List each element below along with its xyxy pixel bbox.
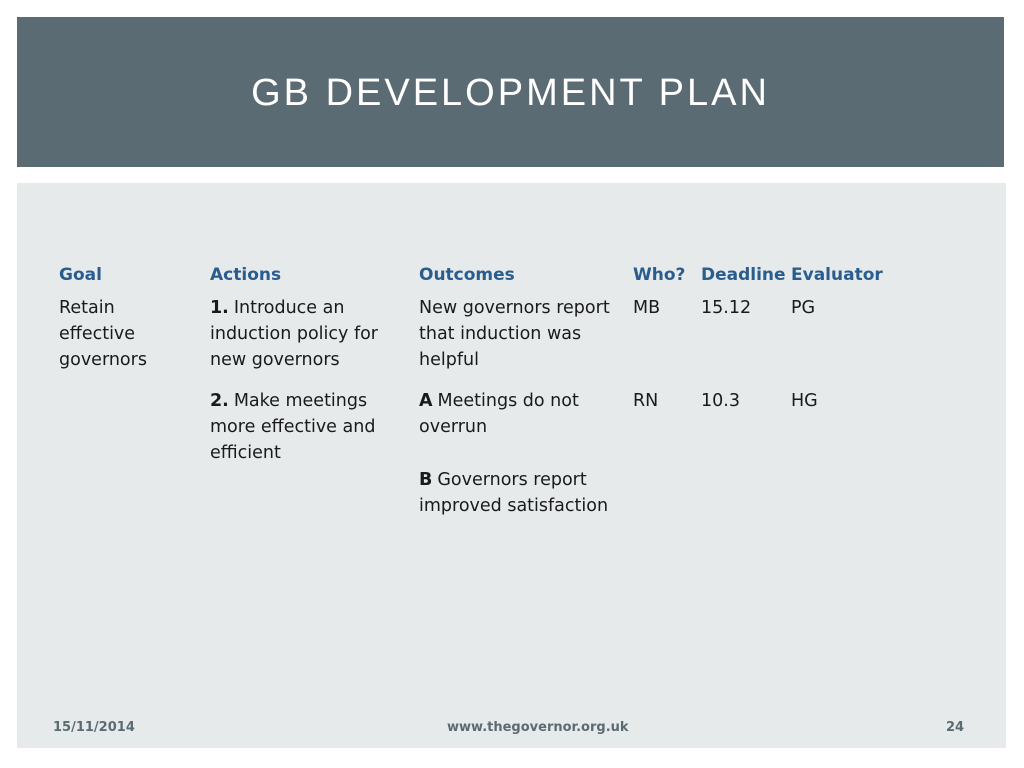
goal-line: Retain xyxy=(59,298,115,318)
row2-outcome-a-text: Meetings do not xyxy=(437,391,579,411)
row2-action-text: efficient xyxy=(210,443,281,463)
header-goal: Goal xyxy=(59,265,102,285)
row1-outcome xyxy=(419,295,610,373)
footer-date: 15/11/2014 xyxy=(53,720,135,735)
row1-outcome-text: New governors report xyxy=(419,298,610,318)
goal-cell xyxy=(59,295,147,373)
row2-outcome-a-label: A xyxy=(419,391,433,411)
row2-evaluator: HG xyxy=(791,391,818,411)
row1-who: MB xyxy=(633,298,661,318)
row2-who: RN xyxy=(633,391,659,411)
row1-evaluator: PG xyxy=(791,298,816,318)
row2-action-number: 2. xyxy=(210,391,229,411)
row1-action-number: 1. xyxy=(210,298,229,318)
row1-outcome-text: helpful xyxy=(419,350,479,370)
row2-outcome-a xyxy=(419,388,579,440)
row1-action xyxy=(210,295,378,373)
goal-line: effective xyxy=(59,324,136,344)
footer-website: www.thegovernor.org.uk xyxy=(447,720,629,735)
header-actions: Actions xyxy=(210,265,282,285)
header-who: Who? xyxy=(633,265,686,285)
slide-title: GB DEVELOPMENT PLAN xyxy=(251,71,770,114)
row2-outcome-b-text: Governors report xyxy=(437,470,587,490)
row1-outcome-text: that induction was xyxy=(419,324,582,344)
row2-outcome-b-label: B xyxy=(419,470,433,490)
row2-outcome-b xyxy=(419,467,608,519)
header-evaluator: Evaluator xyxy=(791,265,883,285)
row2-deadline: 10.3 xyxy=(701,391,740,411)
row2-action-text: Make meetings xyxy=(233,391,368,411)
row2-action xyxy=(210,388,375,466)
header-deadline: Deadline xyxy=(701,265,786,285)
row1-action-text: new governors xyxy=(210,350,340,370)
row1-action-text: induction policy for xyxy=(210,324,379,344)
row2-action-text: more effective and xyxy=(210,417,376,437)
footer-page-number: 24 xyxy=(946,720,965,735)
row2-outcome-a-text: overrun xyxy=(419,417,488,437)
title-banner xyxy=(17,17,1004,167)
row2-outcome-b-text: improved satisfaction xyxy=(419,496,609,516)
row1-action-text: Introduce an xyxy=(233,298,345,318)
goal-line: governors xyxy=(59,350,147,370)
header-outcomes: Outcomes xyxy=(419,265,515,285)
row1-deadline: 15.12 xyxy=(701,298,752,318)
